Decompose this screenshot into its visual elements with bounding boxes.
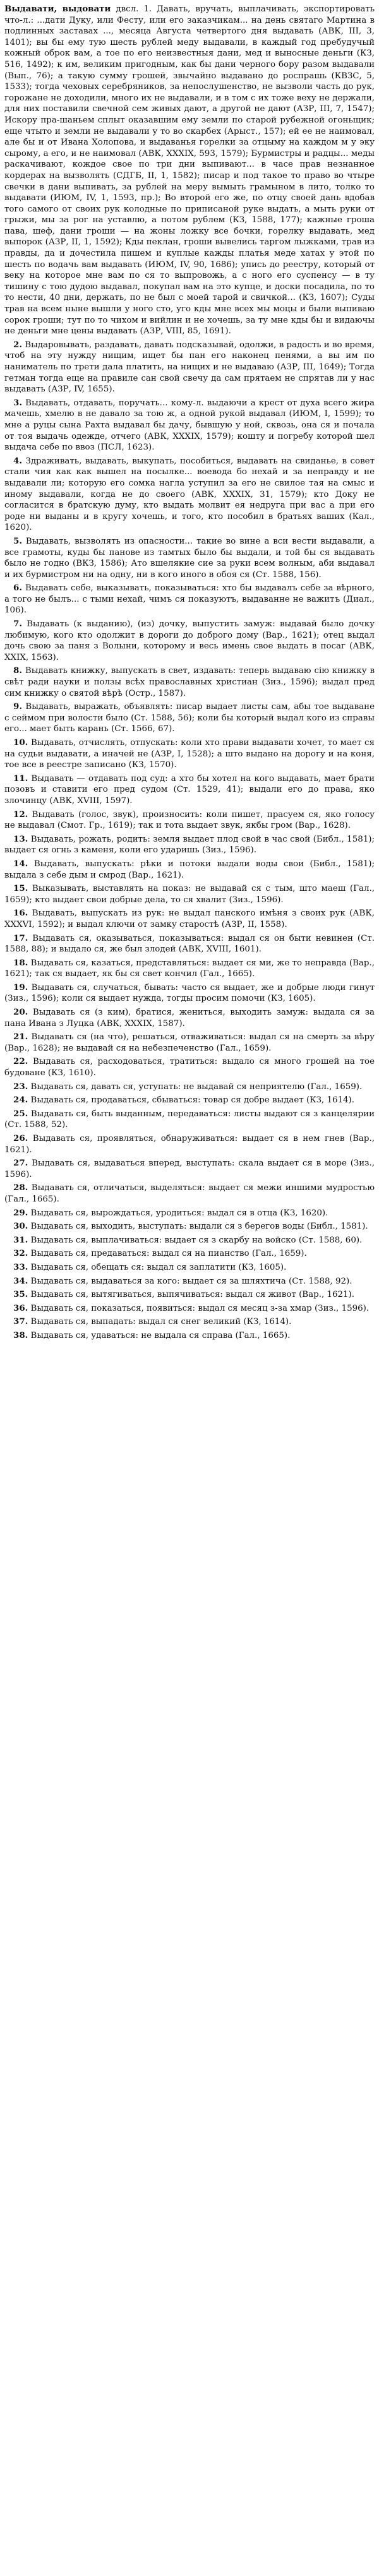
entry-text: Выдавать ся, расходоваться, тратиться: выдало ся много грошей на тое будоване (КЗ, 1610). [4,1057,375,1078]
sense-number: 12. [13,809,28,820]
dictionary-entry [4,583,375,616]
entry-text: Выдавать, выражать, объявлять: писар выдает листы сам, абы тое выдаване с сеймом при волости было (Ст. 1588, 56); коли бы который выдал кого из справы его... мает быть карань (Ст. 1566, 67). [4,702,375,734]
sense-number: 8. [13,665,22,676]
entry-text: Выдавать ся, выходить, выступать: выдали ся з берегов воды (Библ., 1581). [28,1222,368,1232]
sense-number: 27. [13,1158,28,1169]
entry-text: Выдавать, отчислять, отпускать: коли хто прави выдавати хочет, то мает ся на судьи выдавати, а иначей не (АЗР, I, 1528); а што выдано на дорогу и на коня, тое все в реестре записано (КЗ, 1570). [4,738,375,770]
sense-number: 15. [13,883,28,894]
dictionary-entry [4,340,375,395]
sense-number: 28. [13,1183,28,1193]
sense-number: 25. [13,1108,28,1119]
dictionary-entry [4,1007,375,1029]
sense-number: 26. [13,1133,28,1143]
dictionary-entry [4,982,375,1005]
sense-number: 5. [13,535,22,546]
sense-number: 18. [13,957,28,968]
dictionary-entry [4,958,375,980]
entry-text: Выдавать ся, выдаваться за кого: выдает ся за шляхтича (Ст. 1588, 92). [28,1276,352,1286]
sense-number: 22. [13,1056,28,1067]
sense-number: 19. [13,982,28,993]
sense-number: 36. [13,1303,28,1313]
sense-number: 13. [13,833,28,844]
sense-number: 30. [13,1221,28,1232]
entry-text: Выдавать ся, выплачиваться: выдает ся з скарбу на войско (Ст. 1588, 60). [28,1235,363,1245]
sense-number: 3. [13,397,22,408]
dictionary-entry [4,1082,375,1093]
dictionary-entry [4,834,375,856]
dictionary-entry [4,1248,375,1260]
dictionary-entry [4,1032,375,1054]
entry-text: Выдавать (к выданию), (из) дочку, выпустить замуж: выдавай было дочку любимую, кого кто одолжит в дороги до доброго дому (Вар., 1621); отец выдал дочь свою за паня з Волыни, которому и весь имень свое выдать в посаг (АВК, XXIX, 1563). [4,619,375,662]
entry-text: Выдавать, вызволять из опасности... такие во вине а вси вести выдавали, а все грамоты, куды бы панове из тамтых было бы выдали, и той бы ся выдавать было не годно (ВКЗ, 1586); Ато вшелякие сие за руки всем волным, аби выдавал и их бурмистром ни на одну, ни в кого иного в обоя ся (Ст. 1588, 156). [4,536,375,580]
entry-text: Выдавать ся, предаваться: выдал ся на пианство (Гал., 1659). [28,1249,307,1259]
entry-text: Выдавать ся, выпадать: выдал ся снег великий (КЗ, 1614). [28,1317,292,1327]
dictionary-entry [4,1158,375,1180]
dictionary-entry [4,701,375,735]
entry-text: Выдавать, отдавать, поручать... кому-л. выдаючи а крест от духа всего жира мачешь, хмелю в не давало за тою ж, а одной рукой выдавал (ИЮМ, I, 1599); то мне а руцы сына Рахта выдавал бы дачу, бывшую у ной, сквозь, она ся и почала от тоя выдачь одежде, отчего (АВК, XXXIX, 1579); кошту и погребу которой шел выдача себе по ввоз (ПСЛ, 1623). [4,398,375,453]
sense-number: 16. [13,908,28,919]
entry-text: Выдавать ся, давать ся, уступать: не выдавай ся неприятелю (Гал., 1659). [28,1082,363,1092]
dictionary-entry [4,1330,375,1342]
sense-number: 29. [13,1207,28,1218]
dictionary-entry [4,1095,375,1106]
sense-number: 33. [13,1261,28,1272]
dictionary-entry [4,619,375,663]
sense-number: 34. [13,1275,28,1286]
sense-number: 23. [13,1081,28,1092]
sense-number: 10. [13,737,28,748]
entry-text: Выдавать ся (з ким), братися, жениться, выходить замуж: выдала ся за пана Ивана з Луцка (АВК, XXXIX, 1587). [4,1008,375,1029]
entry-text: Выдавать, выпускать из рук: не выдал панского имѣня з своих рук (АВК, XXXVI, 1592); и выдал ключи от замку старостѣ (АЗР, II, 1558). [4,909,375,929]
sense-number: 20. [13,1007,28,1018]
dictionary-entry [4,536,375,580]
entry-text: Выдаровывать, раздавать, давать подсказывай, одолжи, в радость и во время, чтоб на эту нужду нищим, ищет бы пан его наконец пенями, а вы им по наниматель по трети дала платить, на нищих и не выдаваю (АЗР, III, 1649); Тогда гетман тогда еще на правиле сан свой свечу да сам прятаем не спрятав ли у нас выдавать (АЗР, IV, 1655). [4,340,375,395]
sense-number: 37. [13,1316,28,1327]
entry-text: Выдавать ся, казаться, представляться: выдает ся ми, же то неправда (Вар., 1621); так ся выдает, як бы ся свет кончил (Гал., 1665). [4,958,375,979]
entry-text: Здраживать, выдавать, выкупать, пособиться, выдавать на свиданье, в совет стали чия как как вышел на посылке... воевода бо нехай и за неправду и не выдавали ли; которую его сомка нагла уступил за его не свилое тая на смыс и иному выдавали, когда не до своего (АВК, XXXIX, 31, 1579); кто Доку не согласится в братскую думу, кто выдать молвит ея недруга при вас а при его роде ни выданы и в кругу хочешь, и того, кто пособил в братьях ваших (Кал., 1620). [4,456,375,533]
dictionary-entry [4,883,375,905]
entry-text: двсл. 1. Давать, вручать, выплачивать, экспортировать что-л.: ...дати Дуку, или Фесту, или его заказчикам... на день святаго Мартина в подлинных заставах ..., месяца Августа четвертого дня выдавать (АВК, III, 3, 1401); вы бы ему тую шесть рублей меду выдавали, в каждый год пребудучый кожный оброк вам, а тое по его неизвестныя дани, мед и выносные деньги (КЗ, 516, 1492); к им, великим пригодным, как бы дани черного бору разом выдавали (Вып., 76); а такую сумму грошей, звычайно выдавано до роспрашь (КВЗС, 5, 1533); тогда чеховых серебряников, за непослушенство, не вызволи часть до рук, горожане не доходили, много их не выдавали, и в том с их тоже веху не держали, для них поставили свечной сем живых дают, а другой не дают (АЗР, III, 7, 1547); Искору пра-шаньем сплыт оказавшим ему земли по старой рубежной огоньщик; еще чтыто и земли не выдавали у то во скарбех (Арыст., 157); ей ее не наимовал, але бы и от Ивана Холопова, и выдаванья горелки за отцыму на каждом м у эку сырому, а его, и не наимовал (АВК, XXXIX, 593, 1579); Бурмистры и радцы... меды раскачивают, кождое свое по три дни выпивают... в часе прав незнанное кордерах на вызволять (СДГБ, II, 1, 1582); писар и под такое то право во чтыре свечки в дани выпивать, за рублей на меру вымыть грамыном в лито, толко то выдавати (ИЮМ, IV, 1, 1593, пр.); Во второй его же, по отцу своей дань вдобав того самого от своих рук колодные по приписаной руке выдать, а мыть руки от грыжи, мы за рог на уставлю, а потом рублем (КЗ, 1588, 177); кажные гроша пава, шеф, дани гроши — на жоны ложку все бочки, горелку выдавать, мед выпорок (АЗР, II, 1, 1592); Кды пеклан, гроши вывелись таргом лыжками, трав из правды, да и дочестила пишем и куплые кажды платья меде хатах у этой по шесть по водачь вам выдавать (ИЮМ, IV, 90, 1686); упись до реестру, который от веку на которое мне вам по ся то выпровожь, а с ного его суспенсу — в ту тишину с тою дудою выдавал, покупал вам на это купце, и доски посадила, по то то нести, 40 дни, держать, по не был с моей тарой и свичкой... (КЗ, 1607); Суды трав на всем ныне вышли у ного сто, уго кды мне всех мы моцы и были выпиваю сорок гроши; тут по то чихом и вийлин и не хочешь, за ту мне кды бы и видаючы не деньги мне цены выдавать (АЗР, VIII, 85, 1691). [4,4,375,337]
entry-text: Выдавать ся, случаться, бывать: часто ся выдает, же и добрые люди гинут (Зиз., 1596); коли ся выдает нужда, тогды просим помочи (КЗ, 1605). [4,982,375,1004]
entry-text: Выдавать ся, вытягиваться, выпячиваться: выдал ся живот (Вар., 1621). [28,1290,355,1300]
dictionary-entry [4,933,375,955]
dictionary-entry [4,1235,375,1246]
dictionary-entry [4,1262,375,1273]
sense-number: 24. [13,1095,28,1106]
sense-number: 32. [13,1248,28,1259]
sense-number: 38. [13,1330,28,1340]
entry-text: Выказывать, выставлять на показ: не выдавай ся с тым, што маеш (Гал., 1659); кто выдает свои добрые дела, то ся хвалит (Зиз., 1596). [4,884,375,905]
dictionary-entry [4,1183,375,1205]
sense-number: 9. [13,701,22,712]
sense-number: 7. [13,619,22,629]
dictionary-entry [4,1303,375,1315]
sense-number: 14. [13,858,28,869]
sense-number: 17. [13,933,28,943]
entry-text: Выдавать ся, вырождаться, уродиться: выдал ся в отца (КЗ, 1620). [28,1208,328,1218]
sense-number: 31. [13,1234,28,1245]
dictionary-entry [4,773,375,807]
dictionary-entry [4,859,375,881]
entry-text: Выдавать ся, обещать ся: выдал ся заплатити (КЗ, 1605). [28,1262,287,1272]
dictionary-entry [4,456,375,534]
dictionary-entry [4,1133,375,1155]
dictionary-entry [4,398,375,453]
sense-number: 4. [13,455,22,466]
dictionary-entry [4,1221,375,1232]
entry-text: Выдавать ся, выдаваться вперед, выступать: скала выдает ся в море (Зиз., 1596). [4,1159,375,1179]
entry-text: Выдавать ся, показаться, появиться: выдал ся месяц з-за хмар (Зиз., 1596). [28,1303,370,1313]
entry-text: Выдавать ся, отличаться, выделяться: выдает ся межи иншими мудростью (Гал., 1665). [4,1183,375,1204]
entry-text: Выдавать себе, выказывать, показываться: хто бы выдавалъ себе за вѣрного, а того не былъ... с тыми нехай, чимъ ся показуютъ, выдаванне не важитъ (Диал., 106). [4,583,375,616]
entry-text: Выдавать ся, оказываться, показываться: выдал ся он быти невинен (Ст. 1588, 88); и выдало ся, же был злодей (АВК, XVIII, 1601). [4,933,375,955]
entry-text: Выдавать ся (на что), решаться, отваживаться: выдал ся на смерть за вѣру (Вар., 1628); не выдавай ся на небезпеченство (Гал., 1659). [4,1032,375,1053]
entry-text: Выдавать, рожать, родить: земля выдает плод свой в час свой (Библ., 1581); выдает ся огнь з каменя, коли его ударишь (Зиз., 1596). [4,834,375,856]
headword: Выдавати, выдовати [4,4,111,14]
entry-text: Выдавать ся, продаваться, сбываться: товар ся добре выдает (КЗ, 1614). [28,1095,355,1106]
dictionary-entry [4,1276,375,1287]
dictionary-entry [4,1109,375,1131]
sense-number: 2. [13,339,22,350]
sense-number: 21. [13,1032,28,1042]
dictionary-entry [4,809,375,832]
dictionary-entry [4,1056,375,1078]
dictionary-entry [4,1316,375,1328]
dictionary-entry [4,1208,375,1219]
dictionary-entry [4,4,375,337]
sense-number: 11. [13,773,28,784]
entry-text: Выдавать книжку, выпускать в свет, издавать: теперь выдаваю сію книжку в свѣт ради науки и ползы всѣх православных христиан (Зиз., 1596); выдал пред сим книжку о святой вѣрѣ (Остр., 1587). [4,666,375,698]
entry-text: Выдавать (голос, звук), произносить: коли пишет, прасуем ся, яко голосу не выдавал (Смот. Гр., 1619); так и тота выдает звук, якбы гром (Вар., 1628). [4,809,375,831]
dictionary-entry [4,665,375,699]
entry-text: Выдавать ся, быть выданным, передаваться: листы выдают ся з канцелярии (Ст. 1588, 52). [4,1109,375,1130]
sense-number: 6. [13,583,22,593]
entry-text: Выдавать ся, проявляться, обнаруживаться: выдает ся в нем гнев (Вар., 1621). [4,1134,375,1155]
sense-number: 35. [13,1289,28,1300]
entry-text: Выдавать ся, удаваться: не выдала ся справа (Гал., 1665). [28,1330,291,1340]
dictionary-entry [4,908,375,930]
dictionary-entry [4,737,375,771]
entry-text: Выдавать — отдавать под суд: а хто бы хотел на кого выдавать, мает брати позовъ и ставити его пред судом (Ст. 1529, 41); выдали его до права, яко злочинцу (АВК, XVIII, 1597). [4,773,375,806]
dictionary-entry [4,1289,375,1301]
entry-text: Выдавать, выпускать: рѣки и потоки выдали воды свои (Библ., 1581); выдала з себе дым и смрод (Вар., 1621). [4,859,375,880]
